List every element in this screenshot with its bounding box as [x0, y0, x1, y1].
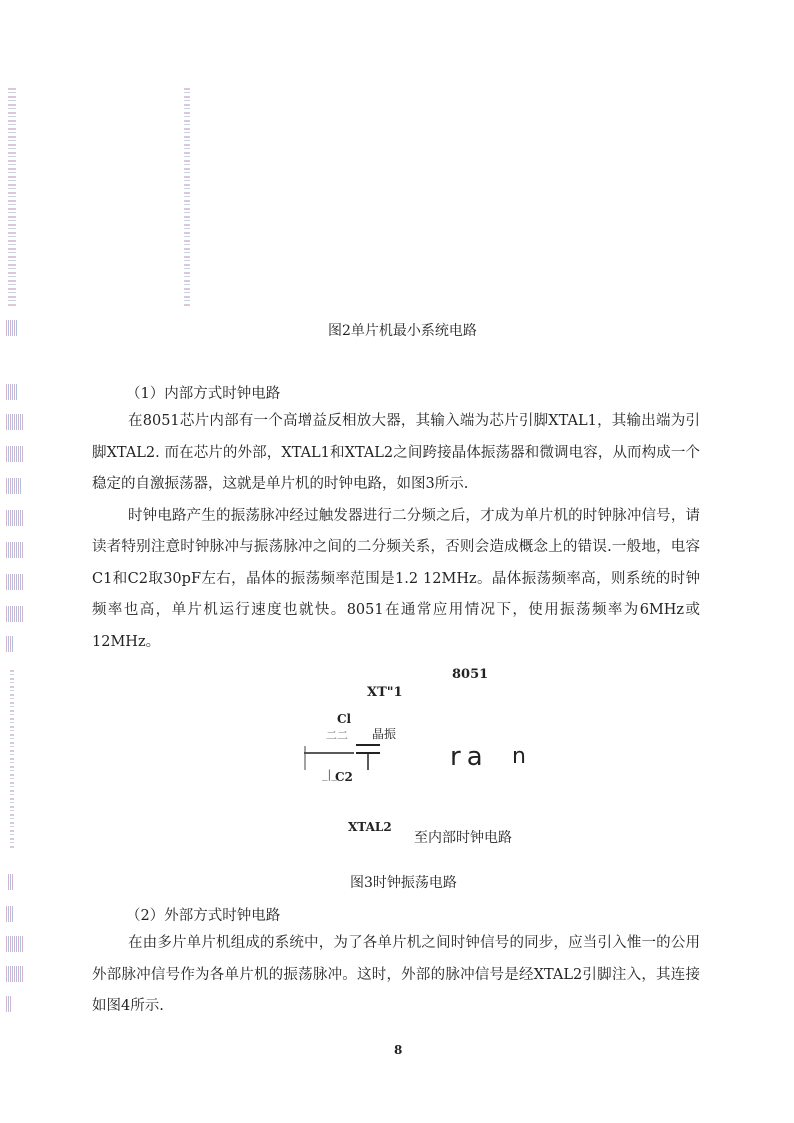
- scan-artifact: [6, 414, 24, 430]
- scan-artifact: [6, 478, 22, 494]
- figure-2-caption: 图2单片机最小系统电路: [328, 323, 477, 339]
- scan-artifact: [6, 606, 24, 622]
- section-1-heading: （1）内部方式时钟电路: [126, 386, 281, 402]
- scan-artifact: [6, 446, 24, 462]
- crystal-label: 晶振: [372, 727, 397, 741]
- scan-artifact: [6, 936, 24, 952]
- section-2-body: [92, 928, 700, 1023]
- scan-artifact: [6, 636, 14, 652]
- scan-artifact: [8, 874, 14, 890]
- capacitor-c2-label: C2: [335, 770, 353, 784]
- figure-3-caption: 图3时钟振荡电路: [350, 875, 457, 891]
- scan-artifact: [6, 542, 24, 558]
- garbled-label-ra: ra: [450, 742, 489, 772]
- section-1-body: [92, 406, 700, 658]
- paragraph: 时钟电路产生的振荡脉冲经过触发器进行二分频之后，才成为单片机的时钟脉冲信号，请读者特别注意时钟脉冲与振荡脉冲之间的二分频关系，否则会造成概念上的错误.一般地，电容C1和C2取30pF左右，晶体的振荡频率范围是1.2 12MHz。晶体振荡频率高，则系统的时钟频率也高，单片机运行速度也就快。8051在通常应用情况下，使用振荡频率为6MHz或12MHz。: [92, 507, 700, 650]
- pin-label-xtal2: XTAL2: [348, 820, 392, 834]
- capacitor-c1-label: Cl: [337, 712, 352, 726]
- capacitor-c1-marks: 二二: [326, 729, 348, 742]
- scan-artifact: [6, 510, 24, 526]
- scan-artifact: [6, 996, 12, 1012]
- page-number: 8: [394, 1043, 403, 1057]
- paragraph: 在由多片单片机组成的系统中，为了各单片机之间时钟信号的同步，应当引入惟一的公用外部脉冲信号作为各单片机的振荡脉冲。这时，外部的脉冲信号是经XTAL2引脚注入，其连接如图4所示.: [92, 935, 700, 1014]
- scan-artifact-strip: [10, 670, 14, 850]
- scan-artifact: [6, 966, 24, 982]
- pin-label-xtal1: XT"1: [367, 685, 403, 700]
- scan-artifact: [6, 320, 18, 336]
- capacitor-c2-marks: _|_: [322, 768, 337, 781]
- chip-label-8051: 8051: [452, 667, 489, 682]
- garbled-label-n: n: [512, 744, 526, 769]
- scan-artifact-strip: [8, 88, 16, 308]
- scan-artifact: [6, 574, 24, 590]
- section-2-heading: （2）外部方式时钟电路: [126, 908, 281, 924]
- scan-artifact-strip: [184, 88, 190, 308]
- paragraph: 在8051芯片内部有一个高增益反相放大器，其输入端为芯片引脚XTAL1，其输出端为引脚XTAL2. 而在芯片的外部，XTAL1和XTAL2之间跨接晶体振荡器和微调电容，从而构成一个稳定的自激振荡器，这就是单片机的时钟电路，如图3所示.: [92, 413, 700, 492]
- scan-artifact: [6, 384, 18, 400]
- scan-artifact: [6, 906, 14, 922]
- internal-clock-label: 至内部时钟电路: [414, 830, 512, 846]
